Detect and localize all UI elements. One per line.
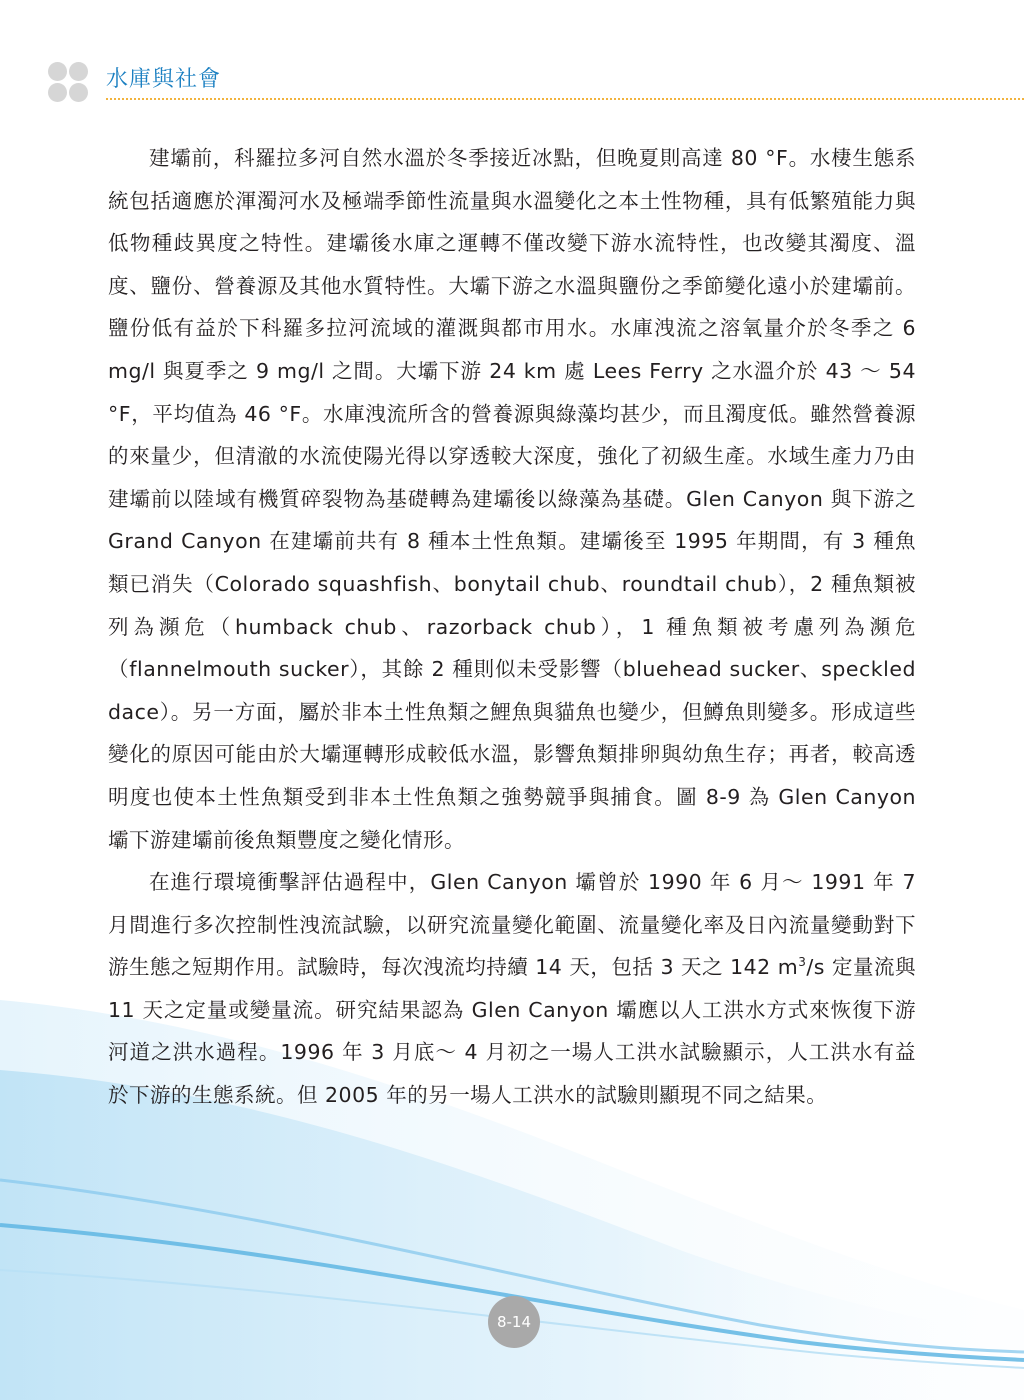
page-header (48, 58, 1024, 104)
page-number: 8-14 (488, 1296, 540, 1348)
paragraph-2: 在進行環境衝擊評估過程中，Glen Canyon 壩曾於 1990 年 6 月～ 1991 年 7 月間進行多次控制性洩流試驗，以研究流量變化範圍、流量變化率及日內流量變動對下游生態之短期作用。試驗時，每次洩流均持續 14 天，包括 3 天之 142 $m^3/s$ 定量流與 11 天之定量或變量流。研究結果認為 Glen Canyon 壩應以人工洪水方式來恢復下游河道之洪水過程。1996 年 3 月底～ 4 月初之一場人工洪水試驗顯示，人工洪水有益於下游的生態系統。但 2005 年的另一場人工洪水的試驗則顯現不同之結果。 (108, 870, 916, 1108)
dot-icon (69, 62, 88, 81)
chapter-title: 水庫與社會 (106, 67, 222, 92)
dot-icon (69, 83, 88, 102)
dot-icon (48, 83, 67, 102)
main-body (108, 137, 916, 1117)
header-dots-icon (48, 62, 92, 106)
paragraph-1: 建壩前，科羅拉多河自然水溫於冬季接近冰點，但晚夏則高達 80 °F。水棲生態系統包括適應於渾濁河水及極端季節性流量與水溫變化之本土性物種，具有低繁殖能力與低物種歧異度之特性。建壩後水庫之運轉不僅改變下游水流特性，也改變其濁度、溫度、鹽份、營養源及其他水質特性。大壩下游之水溫與鹽份之季節變化遠小於建壩前。鹽份低有益於下科羅多拉河流域的灌溉與都市用水。水庫洩流之溶氧量介於冬季之 6 mg/l 與夏季之 9 mg/l 之間。大壩下游 24 km 處 Lees Ferry 之水溫介於 43 ～ 54 °F，平均值為 46 °F。水庫洩流所含的營養源與綠藻均甚少，而且濁度低。雖然營養源的來量少，但清澈的水流使陽光得以穿透較大深度，強化了初級生產。水域生產力乃由建壩前以陸域有機質碎裂物為基礎轉為建壩後以綠藻為基礎。Glen Canyon 與下游之 Grand Canyon 在建壩前共有 8 種本土性魚類。建壩後至 1995 年期間，有 3 種魚類已消失（Colorado squashfish、bonytail chub、roundtail chub），2 種魚類被列為瀕危（humback chub、razorback chub），1 種魚類被考慮列為瀕危（flannelmouth sucker），其餘 2 種則似未受影響（bluehead sucker、speckled dace）。另一方面，屬於非本土性魚類之鯉魚與貓魚也變少，但鱒魚則變多。形成這些變化的原因可能由於大壩運轉形成較低水溫，影響魚類排卵與幼魚生存；再者，較高透明度也使本土性魚類受到非本土性魚類之強勢競爭與捕食。圖 8-9 為 Glen Canyon 壩下游建壩前後魚類豐度之變化情形。 (108, 146, 916, 852)
header-divider (106, 98, 1024, 100)
superscript-3: 3 (798, 955, 807, 970)
dot-icon (48, 62, 67, 81)
